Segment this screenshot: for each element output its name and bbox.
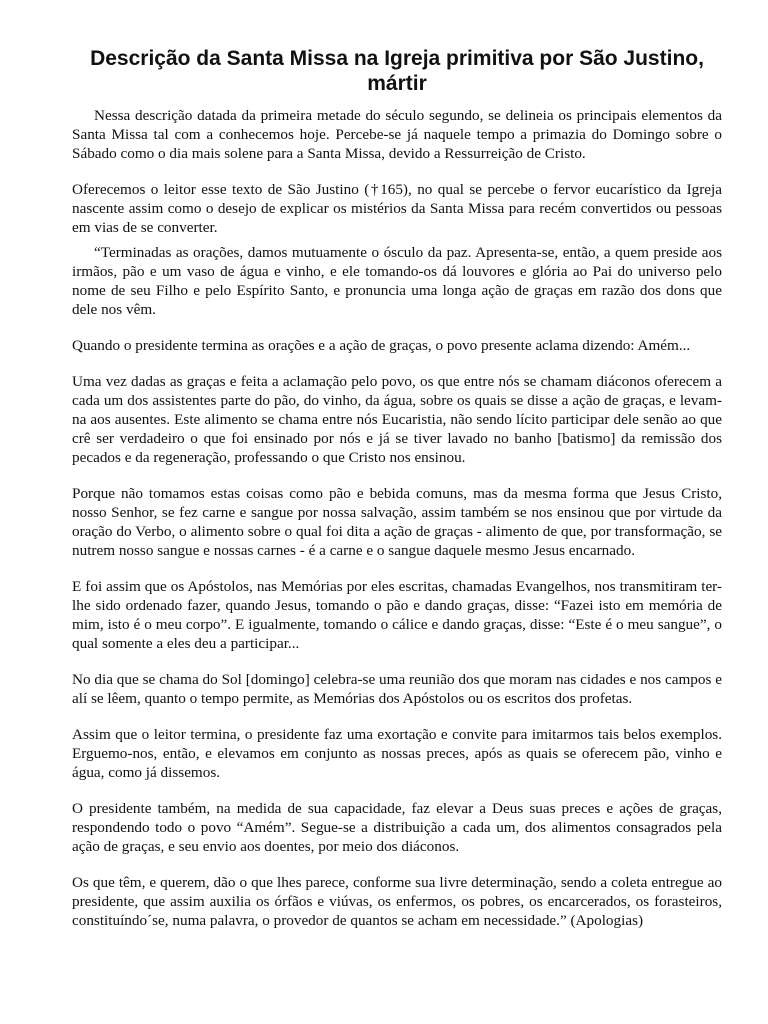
paragraph-offer: Oferecemos o leitor esse texto de São Justino (†165), no qual se percebe o fervor eucarístico da Igreja nascente assim como o desejo de explicar os mistérios da Santa Missa para recém convertidos ou pessoas em vias de se converter. [72,181,722,236]
paragraph-apostles: E foi assim que os Apóstolos, nas Memórias por eles escritas, chamadas Evangelhos, nos transmitiram ter-lhe sido ordenado fazer, quando Jesus, tomando o pão e dando graças, disse: “Fazei isto em memória de mim, isto é o meu corpo”. E igualmente, tomando o cálice e dando graças, disse: “Este é o meu sangue”, o qual somente a eles deu a participar... [72,578,722,652]
paragraph-sunday: No dia que se chama do Sol [domingo] celebra-se uma reunião dos que moram nas cidades e nos campos e alí se lêem, quanto o tempo permite, as Memórias dos Apóstolos ou os escritos dos profetas. [72,671,722,707]
paragraph-amen: Quando o presidente termina as orações e a ação de graças, o povo presente aclama dizendo: Amém... [72,337,691,354]
paragraph-intro: Nessa descrição datada da primeira metade do século segundo, se delineia os principais elementos da Santa Missa tal com a conhecemos hoje. Percebe-se já naquele tempo a primazia do Domingo sobre o Sábado como o dia mais solene para a Santa Missa, devido a Ressurreição de Cristo. [72,107,722,162]
paragraph-transformation: Porque não tomamos estas coisas como pão e bebida comuns, mas da mesma forma que Jesus Cristo, nosso Senhor, se fez carne e sangue por nossa salvação, assim também se nos ensinou que por virtude da oração do Verbo, o alimento sobre o qual foi dita a ação de graças - alimento de que, por transformação, se nutrem nosso sangue e nossas carnes - é a carne e o sangue daquele mesmo Jesus encarnado. [72,485,722,559]
paragraph-reader: Assim que o leitor termina, o presidente faz uma exortação e convite para imitarmos tais belos exemplos. Erguemo-nos, então, e elevamos em conjunto as nossas preces, após as quais se oferecem pão, vinho e água, como já dissemos. [72,726,722,781]
paragraph-collection: Os que têm, e querem, dão o que lhes parece, conforme sua livre determinação, sendo a coleta entregue ao presidente, que assim auxilia os órfãos e viúvas, os enfermos, os pobres, os encarcerados, os forasteiros, constituíndo´se, numa palavra, o provedor de quantos se acham em necessidade.” (Apologias) [72,874,722,929]
page-title: Descrição da Santa Missa na Igreja primitiva por São Justino, mártir [90,47,704,95]
paragraph-deacons: Uma vez dadas as graças e feita a aclamação pelo povo, os que entre nós se chamam diáconos oferecem a cada um dos assistentes parte do pão, do vinho, da água, sobre os quais se disse a ação de graças, e levam-na aos ausentes. Este alimento se chama entre nós Eucaristia, não sendo lícito participar dele senão ao que crê ser verdadeiro o que foi ensinado por nós e já se tiver lavado no banho [batismo] da remissão dos pecados e da regeneração, professando o que Cristo nos ensinou. [72,373,722,466]
document-page [72,46,722,947]
paragraph-president: O presidente também, na medida de sua capacidade, faz elevar a Deus suas preces e ações de graças, respondendo todo o povo “Amém”. Segue-se a distribuição a cada um, dos alimentos consagrados pela ação de graças, e seu envio aos doentes, por meio dos diáconos. [72,800,722,855]
paragraph-quote-start: “Terminadas as orações, damos mutuamente o ósculo da paz. Apresenta-se, então, a quem preside aos irmãos, pão e um vaso de água e vinho, e ele tomando-os dá louvores e glória ao Pai do universo pelo nome de seu Filho e pelo Espírito Santo, e pronuncia uma longa ação de graças em razão dos dons que dele nos vêm. [72,244,722,318]
